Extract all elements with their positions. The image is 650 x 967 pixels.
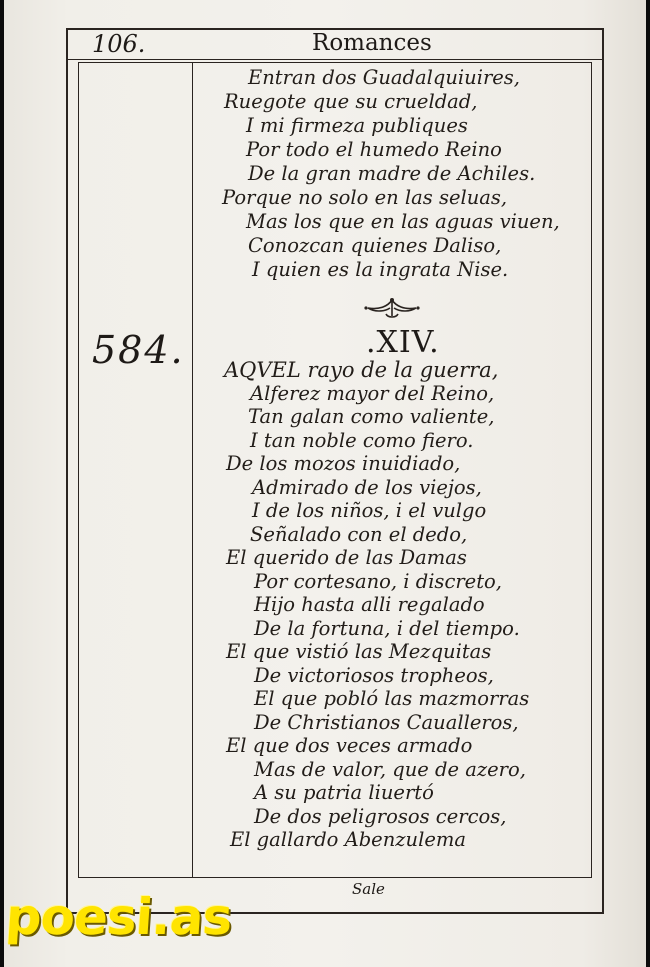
verse-line: El que dos veces armado [226,734,473,757]
margin-column-rule [192,62,193,878]
verse-line: De Christianos Caualleros, [254,710,519,734]
verse-line: Hijo hasta alli regalado [254,593,485,616]
verse-line: I tan noble como fiero. [250,428,474,452]
verse-line: El gallardo Abenzulema [230,828,467,851]
catchword: Sale [352,880,385,898]
margin-number: 584. [92,328,185,372]
verse-line: El que vistió las Mezquitas [226,640,492,663]
verse-line: Conozcan quienes Daliso, [248,234,502,257]
verse-line: Porque no solo en las seluas, [222,186,508,209]
verse-line: Mas de valor, que de azero, [254,757,526,781]
verse-line: De los mozos inuidiado, [226,452,461,475]
section-numeral: .XIV. [366,325,440,360]
header-rule [66,59,604,60]
verse-line: Tan galan como valiente, [248,405,495,428]
verse-line: I de los niños, i el vulgo [252,499,487,522]
verse-line: Entran dos Guadalquiuires, [248,66,521,89]
verse-line: AQVEL rayo de la guerra, [224,358,499,382]
verse-line: Por todo el humedo Reino [246,138,502,161]
verse-line: De dos peligrosos cercos, [254,804,507,828]
verse-line: I mi firmeza publiques [246,114,468,137]
verse-line: De victoriosos tropheos, [254,663,494,687]
verse-line: Alferez mayor del Reino, [250,381,495,405]
verse-line: Admirado de los viejos, [252,475,482,499]
verse-line: El que pobló las mazmorras [254,687,530,710]
running-head: Romances [312,30,432,56]
verse-line: I quien es la ingrata Nise. [252,258,509,281]
verse-line: Mas los que en las aguas viuen, [246,210,560,233]
verse-line: De la fortuna, i del tiempo. [254,616,520,640]
verse-line: Por cortesano, i discreto, [254,569,502,593]
page-number: 106. [92,30,146,58]
verse-line: Ruegote que su crueldad, [224,90,478,113]
verse-line: El querido de las Damas [226,546,467,569]
verse-line: Señalado con el dedo, [250,522,468,546]
fleuron-ornament-icon [360,296,424,320]
watermark-logo: poesi.as [3,888,234,946]
verse-line: A su patria liuertó [254,781,434,804]
verse-line: De la gran madre de Achiles. [248,162,536,185]
